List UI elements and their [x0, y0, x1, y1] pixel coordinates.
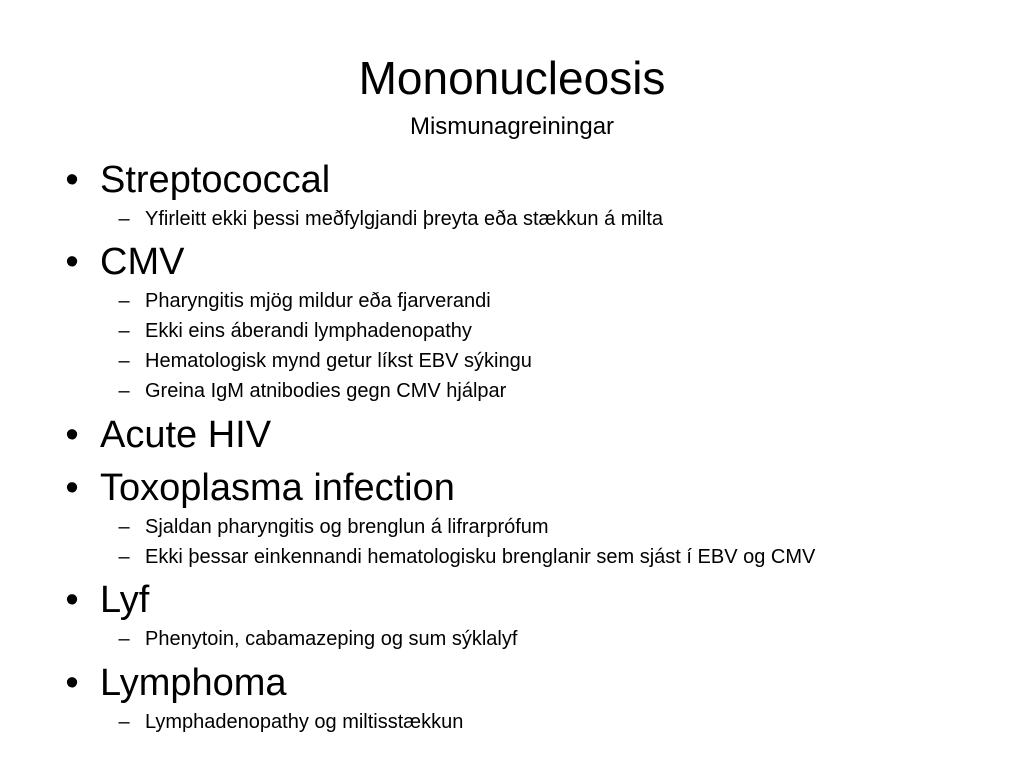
bullet-label: Acute HIV: [100, 414, 272, 456]
sub-bullet-label: Greina IgM atnibodies gegn CMV hjálpar: [145, 380, 507, 402]
bullet-label: Toxoplasma infection: [100, 467, 455, 509]
sub-bullet-label: Pharyngitis mjög mildur eða fjarverandi: [145, 290, 491, 312]
bullet-marker: •: [65, 579, 79, 621]
sub-bullet-marker: –: [118, 290, 130, 312]
sub-bullet-label: Yfirleitt ekki þessi meðfylgjandi þreyta eða stækkun á milta: [145, 208, 664, 230]
sub-bullet-label: Lymphadenopathy og miltisstækkun: [145, 711, 464, 733]
sub-bullet-marker: –: [118, 380, 130, 402]
bullet-marker: •: [65, 467, 79, 509]
sub-bullet-label: Ekki eins áberandi lymphadenopathy: [145, 320, 472, 342]
sub-bullet-label: Sjaldan pharyngitis og brenglun á lifrarprófum: [145, 516, 549, 538]
sub-bullet-label: Hematologisk mynd getur líkst EBV sýkingu: [145, 350, 532, 372]
slide-title: Mononucleosis: [358, 52, 666, 104]
sub-bullet-marker: –: [118, 516, 130, 538]
sub-bullet-marker: –: [118, 628, 130, 650]
bullet-marker: •: [65, 662, 79, 704]
bullet-marker: •: [65, 241, 79, 283]
sub-bullet-marker: –: [118, 711, 130, 733]
sub-bullet-label: Ekki þessar einkennandi hematologisku brenglanir sem sjást í EBV og CMV: [145, 546, 816, 568]
bullet-label: CMV: [100, 241, 185, 283]
sub-bullet-marker: –: [118, 350, 130, 372]
sub-bullet-marker: –: [118, 208, 130, 230]
bullet-label: Lyf: [100, 579, 150, 621]
bullet-marker: •: [65, 159, 79, 201]
sub-bullet-marker: –: [118, 320, 130, 342]
sub-bullet-marker: –: [118, 546, 130, 568]
bullet-marker: •: [65, 414, 79, 456]
sub-bullet-label: Phenytoin, cabamazeping og sum sýklalyf: [145, 628, 518, 650]
bullet-label: Lymphoma: [100, 662, 287, 704]
slide-subtitle: Mismunagreiningar: [409, 113, 615, 140]
bullet-label: Streptococcal: [100, 159, 331, 201]
